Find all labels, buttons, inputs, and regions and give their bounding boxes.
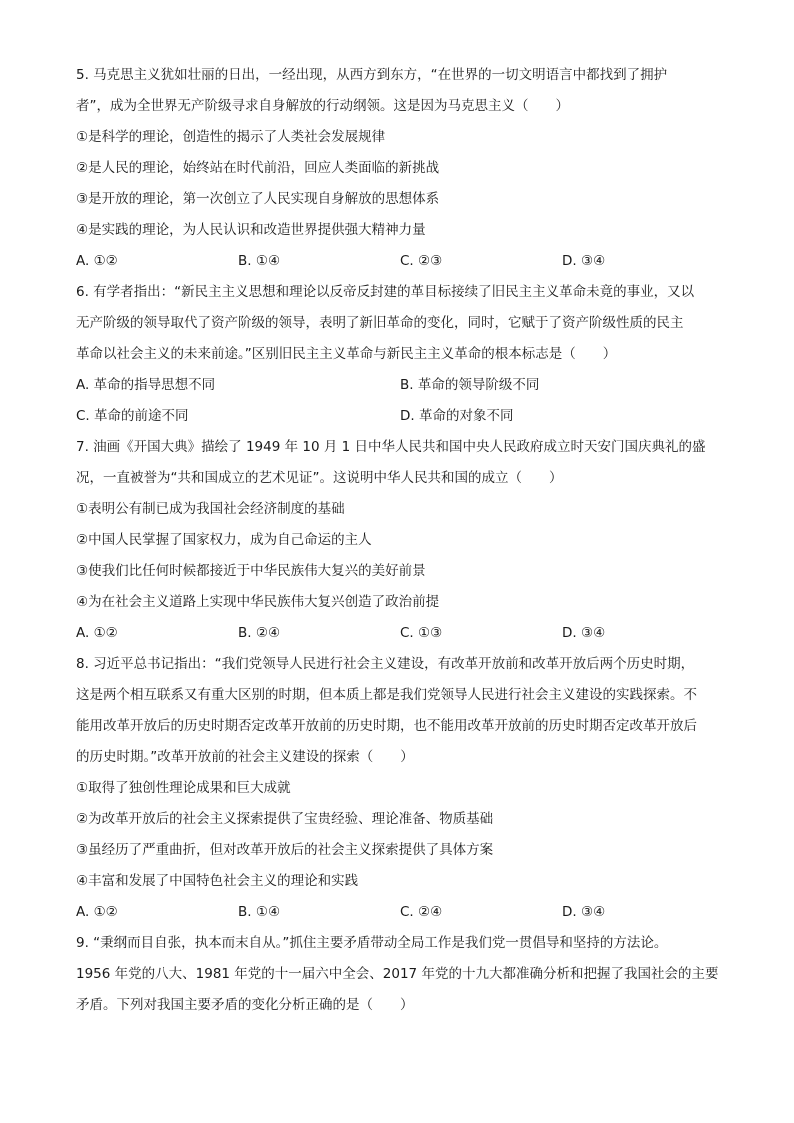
answer-options [76, 401, 726, 432]
answer-options [76, 897, 726, 928]
option-b[interactable]: B. ①④ [238, 253, 281, 269]
statement: ①取得了独创性理论成果和巨大成就 [76, 780, 291, 796]
option-a[interactable]: A. 革命的指导思想不同 [76, 377, 216, 393]
question-5 [76, 60, 726, 277]
statement: ④为在社会主义道路上实现中华民族伟大复兴创造了政治前提 [76, 594, 440, 610]
question-7 [76, 432, 726, 649]
option-d[interactable]: D. ③④ [562, 625, 606, 641]
option-d[interactable]: D. ③④ [562, 253, 606, 269]
question-list [76, 60, 726, 1021]
option-c[interactable]: C. ①③ [400, 625, 443, 641]
statement: ④丰富和发展了中国特色社会主义的理论和实践 [76, 873, 359, 889]
option-d[interactable]: D. ③④ [562, 904, 606, 920]
statement: ④是实践的理论，为人民认识和改造世界提供强大精神力量 [76, 222, 426, 238]
answer-options [76, 618, 726, 649]
statement: ①是科学的理论，创造性的揭示了人类社会发展规律 [76, 129, 386, 145]
question-stem-line: 能用改革开放后的历史时期否定改革开放前的历史时期，也不能用改革开放前的历史时期否定改革开放后 [76, 718, 697, 734]
option-b[interactable]: B. ①④ [238, 904, 281, 920]
statement: ②为改革开放后的社会主义探索提供了宝贵经验、理论准备、物质基础 [76, 811, 494, 827]
answer-options [76, 370, 726, 401]
question-stem-line: 的历史时期。”改革开放前的社会主义建设的探索（ ） [76, 749, 414, 765]
statement: ②中国人民掌握了国家权力，成为自己命运的主人 [76, 532, 372, 548]
option-a[interactable]: A. ①② [76, 904, 118, 920]
statement: ③是开放的理论，第一次创立了人民实现自身解放的思想体系 [76, 191, 440, 207]
option-b[interactable]: B. 革命的领导阶级不同 [400, 377, 540, 393]
question-stem-line: 矛盾。下列对我国主要矛盾的变化分析正确的是（ ） [76, 997, 414, 1013]
statement: ③使我们比任何时候都接近于中华民族伟大复兴的美好前景 [76, 563, 426, 579]
statement: ②是人民的理论，始终站在时代前沿，回应人类面临的新挑战 [76, 160, 440, 176]
option-d[interactable]: D. 革命的对象不同 [400, 408, 514, 424]
question-stem-line: 无产阶级的领导取代了资产阶级的领导，表明了新旧革命的变化，同时，它赋于了资产阶级性质的民主 [76, 315, 684, 331]
question-stem-line: 6. 有学者指出：“新民主主义思想和理论以反帝反封建的革目标接续了旧民主主义革命未竟的事业，又以 [76, 284, 695, 300]
statement: ③虽经历了严重曲折，但对改革开放后的社会主义探索提供了具体方案 [76, 842, 494, 858]
question-stem-line: 9. “秉纲而目自张，执本而末自从。”抓住主要矛盾带动全局工作是我们党一贯倡导和坚持的方法论。 [76, 935, 668, 951]
question-9 [76, 928, 726, 1021]
answer-options [76, 246, 726, 277]
question-stem-line: 8. 习近平总书记指出：“我们党领导人民进行社会主义建设，有改革开放前和改革开放后两个历史时期， [76, 656, 695, 672]
question-stem-line: 况，一直被誉为“共和国成立的艺术见证”。这说明中华人民共和国的成立（ ） [76, 470, 563, 486]
question-stem-line: 7. 油画《开国大典》描绘了 1949 年 10 月 1 日中华人民共和国中央人民政府成立时天安门国庆典礼的盛 [76, 439, 706, 455]
question-stem-line: 者”，成为全世界无产阶级寻求自身解放的行动纲领。这是因为马克思主义（ ） [76, 98, 569, 114]
option-c[interactable]: C. ②④ [400, 904, 443, 920]
question-stem-line: 1956 年党的八大、1981 年党的十一届六中全会、2017 年党的十九大都准确分析和把握了我国社会的主要 [76, 966, 719, 982]
statement: ①表明公有制已成为我国社会经济制度的基础 [76, 501, 345, 517]
option-a[interactable]: A. ①② [76, 625, 118, 641]
option-a[interactable]: A. ①② [76, 253, 118, 269]
question-6 [76, 277, 726, 432]
question-8 [76, 649, 726, 928]
option-b[interactable]: B. ②④ [238, 625, 281, 641]
question-stem-line: 革命以社会主义的未来前途。”区别旧民主主义革命与新民主主义革命的根本标志是（ ） [76, 346, 617, 362]
option-c[interactable]: C. ②③ [400, 253, 443, 269]
question-stem-line: 这是两个相互联系又有重大区别的时期，但本质上都是我们党领导人民进行社会主义建设的实践探索。不 [76, 687, 697, 703]
question-stem-line: 5. 马克思主义犹如壮丽的日出，一经出现，从西方到东方，“在世界的一切文明语言中都找到了拥护 [76, 67, 668, 83]
option-c[interactable]: C. 革命的前途不同 [76, 408, 189, 424]
